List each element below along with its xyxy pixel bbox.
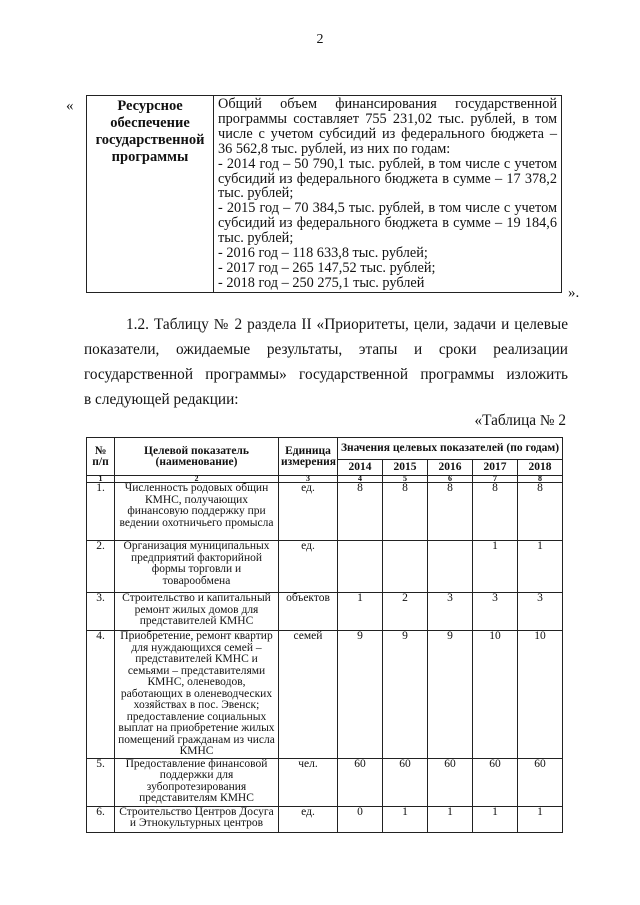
row-value: 60 [473,758,518,806]
row-value: 8 [518,483,563,541]
paragraph-line: государственной программы» государственной программы изложить [84,366,568,383]
row-indicator: Приобретение, ремонт квартир для нуждающихся семей – представителей КМНС и семьями – представителями КМНС, оленеводов, работающих в оленеводческих хозяйствах в пос. Эвенск; предоставление социальных выплат на приобретение жилых помещений гражданам из числа КМНС [115,631,279,759]
resource-year-2016: - 2016 год – 118 633,8 тыс. рублей; [218,245,428,262]
table-row [87,758,563,806]
row-unit: ед. [279,541,338,593]
header-year-2017: 2017 [473,460,518,476]
row-indicator: Предоставление финансовой поддержки для зубопротезирования представителям КМНС [115,758,279,806]
column-index: 5 [383,476,428,483]
row-unit: семей [279,631,338,759]
opening-quote: « [66,98,74,114]
resource-label: Ресурсное обеспечение государственной программы [87,96,214,293]
header-indicator: Целевой показатель (наименование) [115,438,279,476]
row-value: 10 [518,631,563,759]
row-number: 3. [87,593,115,631]
column-index: 6 [428,476,473,483]
row-value [383,541,428,593]
resource-text [214,96,562,293]
row-value: 9 [428,631,473,759]
header-values-group: Значения целевых показателей (по годам) [338,438,563,460]
page-number: 2 [316,32,324,47]
column-index: 2 [115,476,279,483]
row-number: 5. [87,758,115,806]
column-index: 8 [518,476,563,483]
row-value: 1 [518,806,563,832]
row-value: 60 [518,758,563,806]
row-indicator: Численность родовых общин КМНС, получающих финансовую поддержку при ведении охотничьего промысла [115,483,279,541]
paragraph-line: показатели, ожидаемые результаты, этапы и сроки реализации [84,341,568,358]
row-value: 1 [338,593,383,631]
row-value: 9 [383,631,428,759]
row-unit: чел. [279,758,338,806]
row-value: 8 [473,483,518,541]
header-num: № п/п [87,438,115,476]
header-year-2016: 2016 [428,460,473,476]
resource-provision-table [86,95,562,293]
row-value: 3 [428,593,473,631]
row-value [338,541,383,593]
row-value: 1 [473,806,518,832]
header-unit: Единица измерения [279,438,338,476]
row-value [428,541,473,593]
row-value: 8 [383,483,428,541]
table-row [87,483,563,541]
resource-total: Общий объем финансирования государственной программы составляет 755 231,02 тыс. рублей, в том числе с учетом субсидий из федерального бюджета – 36 562,8 тыс. рублей, из них по годам: [218,96,557,157]
table-row [87,631,563,759]
header-year-2015: 2015 [383,460,428,476]
row-value: 3 [473,593,518,631]
row-value: 0 [338,806,383,832]
row-number: 4. [87,631,115,759]
row-value: 60 [428,758,473,806]
column-index: 7 [473,476,518,483]
row-value: 60 [338,758,383,806]
column-index: 1 [87,476,115,483]
row-indicator: Организация муниципальных предприятий факторийной формы торговли и товарообмена [115,541,279,593]
header-year-2018: 2018 [518,460,563,476]
row-number: 2. [87,541,115,593]
row-value: 3 [518,593,563,631]
row-value: 60 [383,758,428,806]
row-indicator: Строительство Центров Досуга и Этнокультурных центров [115,806,279,832]
row-value: 2 [383,593,428,631]
column-index: 3 [279,476,338,483]
table-row [87,541,563,593]
row-unit: ед. [279,483,338,541]
column-index: 4 [338,476,383,483]
header-year-2014: 2014 [338,460,383,476]
row-value: 1 [383,806,428,832]
row-number: 6. [87,806,115,832]
table-caption: «Таблица № 2 [474,412,566,429]
row-value: 9 [338,631,383,759]
paragraph-line: 1.2. Таблицу № 2 раздела II «Приоритеты, цели, задачи и целевые [126,316,568,333]
resource-year-2015: - 2015 год – 70 384,5 тыс. рублей, в том числе с учетом субсидий из федерального бюджета в сумме – 19 184,6 тыс. рублей; [218,200,557,247]
table-row [87,593,563,631]
row-value: 1 [518,541,563,593]
row-value: 8 [338,483,383,541]
row-value: 8 [428,483,473,541]
row-indicator: Строительство и капитальный ремонт жилых домов для представителей КМНС [115,593,279,631]
amendment-paragraph [84,312,568,412]
paragraph-line: в следующей редакции: [84,391,239,408]
row-value: 10 [473,631,518,759]
closing-quote: ». [568,285,580,301]
resource-year-2017: - 2017 год – 265 147,52 тыс. рублей; [218,259,436,276]
target-indicators-table [86,437,563,833]
table-row [87,806,563,832]
row-number: 1. [87,483,115,541]
row-value: 1 [428,806,473,832]
row-unit: ед. [279,806,338,832]
resource-year-2014: - 2014 год – 50 790,1 тыс. рублей, в том числе с учетом субсидий из федерального бюджета в сумме – 17 378,2 тыс. рублей; [218,155,557,202]
resource-year-2018: - 2018 год – 250 275,1 тыс. рублей [218,274,425,291]
row-value: 1 [473,541,518,593]
row-unit: объектов [279,593,338,631]
